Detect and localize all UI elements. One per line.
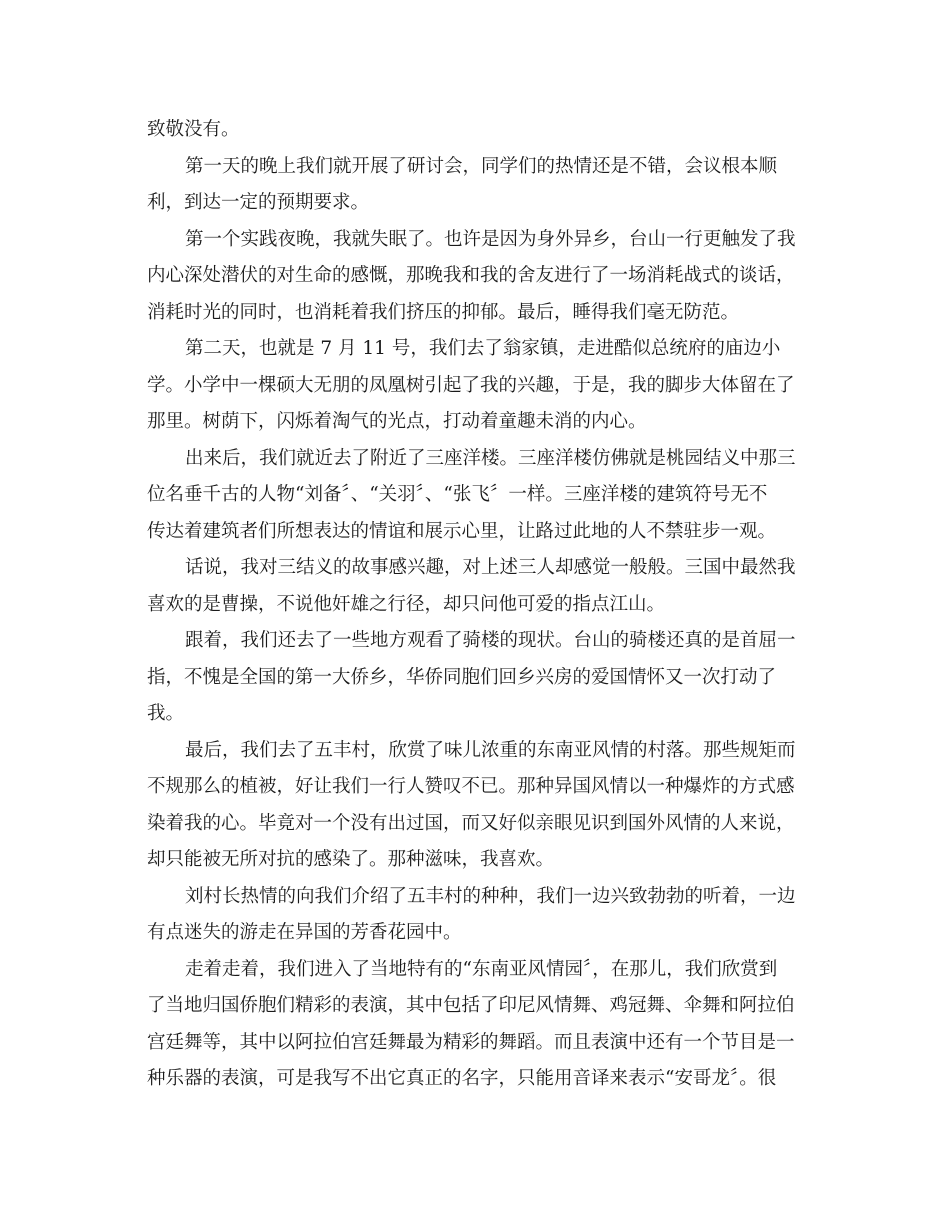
text-line: 学。小学中一棵硕大无朋的凤凰树引起了我的兴趣，于是，我的脚步大体留在了 [147,374,795,396]
text-line: 位名垂千古的人物“刘备〞、“关羽〞、“张飞〞一样。三座洋楼的建筑符号无不 [147,484,768,505]
text-line: 利，到达一定的预期要求。 [147,192,370,213]
text-line: 第一个实践夜晚，我就失眠了。也许是因为身外异乡，台山一行更触发了我 [185,228,796,250]
text-line: 跟着，我们还去了一些地方观看了骑楼的现状。台山的骑楼还真的是首屈一 [185,630,796,651]
text-line: 内心深处潜伏的对生命的感慨，那晚我和我的舍友进行了一场消耗战式的谈话， [147,265,795,286]
text-line: 种乐器的表演，可是我写不出它真正的名字，只能用音译来表示“安哥龙〞。很 [147,1068,777,1089]
text-line: 最后，我们去了五丰村，欣赏了味儿浓重的东南亚风情的村落。那些规矩而 [185,739,796,761]
text-line: 了当地归国侨胞们精彩的表演，其中包括了印尼风情舞、鸡冠舞、伞舞和阿拉伯 [147,995,795,1016]
text-line: 指，不愧是全国的第一大侨乡，华侨同胞们回乡兴房的爱国情怀又一次打动了 [147,666,777,688]
text-line: 致敬没有。 [147,119,240,140]
text-line: 传达着建筑者们所想表达的情谊和展示心里，让路过此地的人不禁驻步一观。 [147,520,777,542]
text-line: 那里。树荫下，闪烁着淘气的光点，打动着童趣未消的内心。 [147,411,647,432]
text-line: 出来后，我们就近去了附近了三座洋楼。三座洋楼仿佛就是桃园结义中那三 [185,447,796,469]
text-line: 消耗时光的同时，也消耗着我们挤压的抑郁。最后，睡得我们毫无防范。 [147,301,740,323]
text-line: 染着我的心。毕竟对一个没有出过国，而又好似亲眼见识到国外风情的人来说， [147,812,795,834]
text-line: 走着走着，我们进入了当地特有的“东南亚风情园〞，在那儿，我们欣赏到 [185,958,778,980]
document-body [147,112,807,1098]
text-line: 我。 [147,703,185,724]
text-line: 第二天，也就是 7 月 11 号，我们去了翁家镇，走进酷似总统府的庙边小 [185,338,781,359]
text-line: 刘村长热情的向我们介绍了五丰村的种种，我们一边兴致勃勃的听着，一边 [185,885,796,907]
text-line: 有点迷失的游走在异国的芳香花园中。 [147,922,462,943]
text-line: 第一天的晚上我们就开展了研讨会，同学们的热情还是不错，会议根本顺 [185,155,778,177]
text-line: 不规那么的植被，好让我们一行人赞叹不已。那种异国风情以一种爆炸的方式感 [147,776,795,797]
text-line: 宫廷舞等，其中以阿拉伯宫廷舞最为精彩的舞蹈。而且表演中还有一个节目是一 [147,1031,795,1053]
text-line: 却只能被无所对抗的感染了。那种滋味，我喜欢。 [147,849,555,870]
text-line: 喜欢的是曹操，不说他奸雄之行径，却只问他可爱的指点江山。 [147,593,666,615]
text-line: 话说，我对三结义的故事感兴趣，对上述三人却感觉一般般。三国中最然我 [185,557,796,578]
